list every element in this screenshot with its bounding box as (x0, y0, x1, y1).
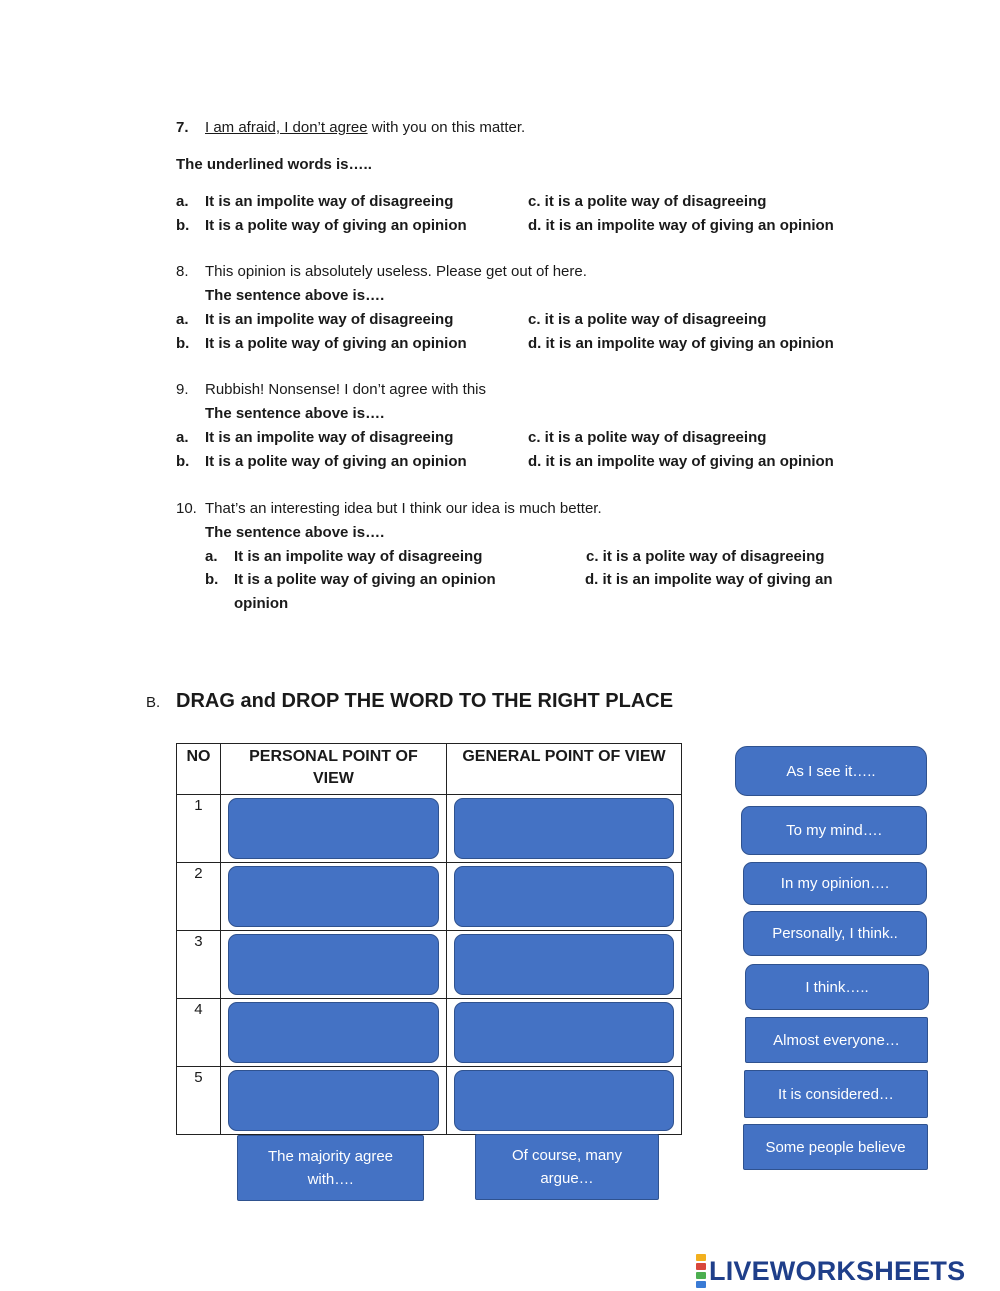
option-d[interactable]: d. it is an impolite way of giving an opinion (528, 335, 834, 352)
question-7-prompt: The underlined words is….. (176, 156, 372, 173)
header-personal-line1: PERSONAL POINT OF (249, 748, 418, 765)
table-row (177, 863, 682, 931)
table-row (177, 1067, 682, 1135)
general-cell (446, 999, 681, 1067)
drop-slot-personal-3[interactable] (228, 934, 439, 995)
table-row (177, 931, 682, 999)
drag-chip-almost-everyone[interactable]: Almost everyone… (745, 1017, 928, 1063)
question-number: 8. (176, 263, 189, 280)
question-number: 7. (176, 119, 189, 136)
chip-line: argue… (540, 1170, 594, 1187)
drag-chip-in-my-opinion[interactable]: In my opinion…. (743, 862, 927, 905)
option-c[interactable]: c. it is a polite way of disagreeing (528, 311, 767, 328)
question-number: 10. (176, 500, 197, 517)
drop-slot-general-2[interactable] (454, 866, 674, 927)
row-number: 2 (177, 863, 221, 931)
option-d[interactable]: d. it is an impolite way of giving an opinion (528, 217, 834, 234)
question-10-text (176, 497, 602, 521)
logo-block (696, 1272, 706, 1279)
question-number: 9. (176, 381, 189, 398)
row-number: 4 (177, 999, 221, 1067)
personal-cell (220, 931, 446, 999)
option-a[interactable]: a. It is an impolite way of disagreeing (176, 311, 454, 328)
drop-slot-personal-1[interactable] (228, 798, 439, 859)
logo-block (696, 1254, 706, 1261)
header-personal-line2: VIEW (312, 770, 354, 787)
question-8-text (176, 260, 587, 284)
personal-cell (220, 795, 446, 863)
header-no: NO (177, 744, 221, 795)
option-c[interactable]: c. it is a polite way of disagreeing (528, 193, 767, 210)
drag-chip-to-my-mind[interactable]: To my mind…. (741, 806, 927, 855)
drag-chip-it-is-considered[interactable]: It is considered… (744, 1070, 928, 1118)
drop-slot-general-4[interactable] (454, 1002, 674, 1063)
option-d[interactable]: d. it is an impolite way of giving an (585, 571, 833, 588)
drag-chip-the-majority-agree[interactable] (237, 1135, 424, 1201)
header-general: GENERAL POINT OF VIEW (446, 744, 681, 795)
question-9-text (176, 378, 486, 402)
drag-chip-as-i-see-it[interactable]: As I see it….. (735, 746, 927, 796)
general-cell (446, 931, 681, 999)
drag-chip-of-course-many-argue[interactable] (475, 1134, 659, 1200)
option-a[interactable]: a. It is an impolite way of disagreeing (176, 429, 454, 446)
question-rest: with you on this matter. (367, 119, 526, 136)
chip-line: with…. (307, 1171, 354, 1188)
personal-cell (220, 999, 446, 1067)
logo-mark-icon (696, 1253, 706, 1289)
option-b[interactable]: b. It is a polite way of giving an opinion (176, 453, 467, 470)
drop-slot-general-3[interactable] (454, 934, 674, 995)
underlined-phrase: I am afraid, I don’t agree (205, 119, 368, 136)
option-c[interactable]: c. it is a polite way of disagreeing (528, 429, 767, 446)
logo-block (696, 1263, 706, 1270)
logo-block (696, 1281, 706, 1288)
question-sentence: Rubbish! Nonsense! I don’t agree with this (205, 381, 486, 398)
option-d[interactable]: d. it is an impolite way of giving an opinion (528, 453, 834, 470)
option-b[interactable]: b. It is a polite way of giving an opinion (176, 217, 467, 234)
drop-slot-personal-5[interactable] (228, 1070, 439, 1131)
header-personal (220, 744, 446, 795)
section-b-title (146, 690, 673, 713)
option-b-continued: opinion (234, 595, 289, 612)
chip-line: The majority agree (267, 1148, 394, 1165)
question-7-text (176, 116, 525, 140)
row-number: 3 (177, 931, 221, 999)
drag-chip-some-people-believe[interactable]: Some people believe (743, 1124, 928, 1170)
question-sentence: This opinion is absolutely useless. Please get out of here. (205, 263, 587, 280)
drop-slot-general-1[interactable] (454, 798, 674, 859)
general-cell (446, 863, 681, 931)
question-10-prompt: The sentence above is…. (205, 524, 385, 541)
option-a[interactable]: a. It is an impolite way of disagreeing (205, 548, 483, 565)
option-b[interactable]: b. It is a polite way of giving an opinion (176, 335, 467, 352)
question-9-prompt: The sentence above is…. (205, 405, 385, 422)
drag-chip-personally-i-think[interactable]: Personally, I think.. (743, 911, 927, 956)
table-row (177, 795, 682, 863)
table-row (177, 999, 682, 1067)
general-cell (446, 795, 681, 863)
drop-slot-general-5[interactable] (454, 1070, 674, 1131)
option-a[interactable]: a. It is an impolite way of disagreeing (176, 193, 454, 210)
question-8-prompt: The sentence above is…. (205, 287, 385, 304)
logo-text: LIVEWORKSHEETS (709, 1255, 966, 1286)
section-letter: B. (146, 694, 161, 711)
drag-chip-i-think[interactable]: I think….. (745, 964, 929, 1010)
personal-cell (220, 1067, 446, 1135)
liveworksheets-logo (696, 1253, 965, 1289)
drop-slot-personal-4[interactable] (228, 1002, 439, 1063)
row-number: 5 (177, 1067, 221, 1135)
general-cell (446, 1067, 681, 1135)
option-b[interactable]: b. It is a polite way of giving an opinion (205, 571, 496, 588)
option-c[interactable]: c. it is a polite way of disagreeing (586, 548, 825, 565)
drop-slot-personal-2[interactable] (228, 866, 439, 927)
question-sentence: That’s an interesting idea but I think our idea is much better. (205, 500, 602, 517)
row-number: 1 (177, 795, 221, 863)
section-heading: DRAG and DROP THE WORD TO THE RIGHT PLACE (176, 690, 674, 712)
drop-table (176, 743, 682, 1135)
personal-cell (220, 863, 446, 931)
chip-line: Of course, many (511, 1147, 623, 1164)
